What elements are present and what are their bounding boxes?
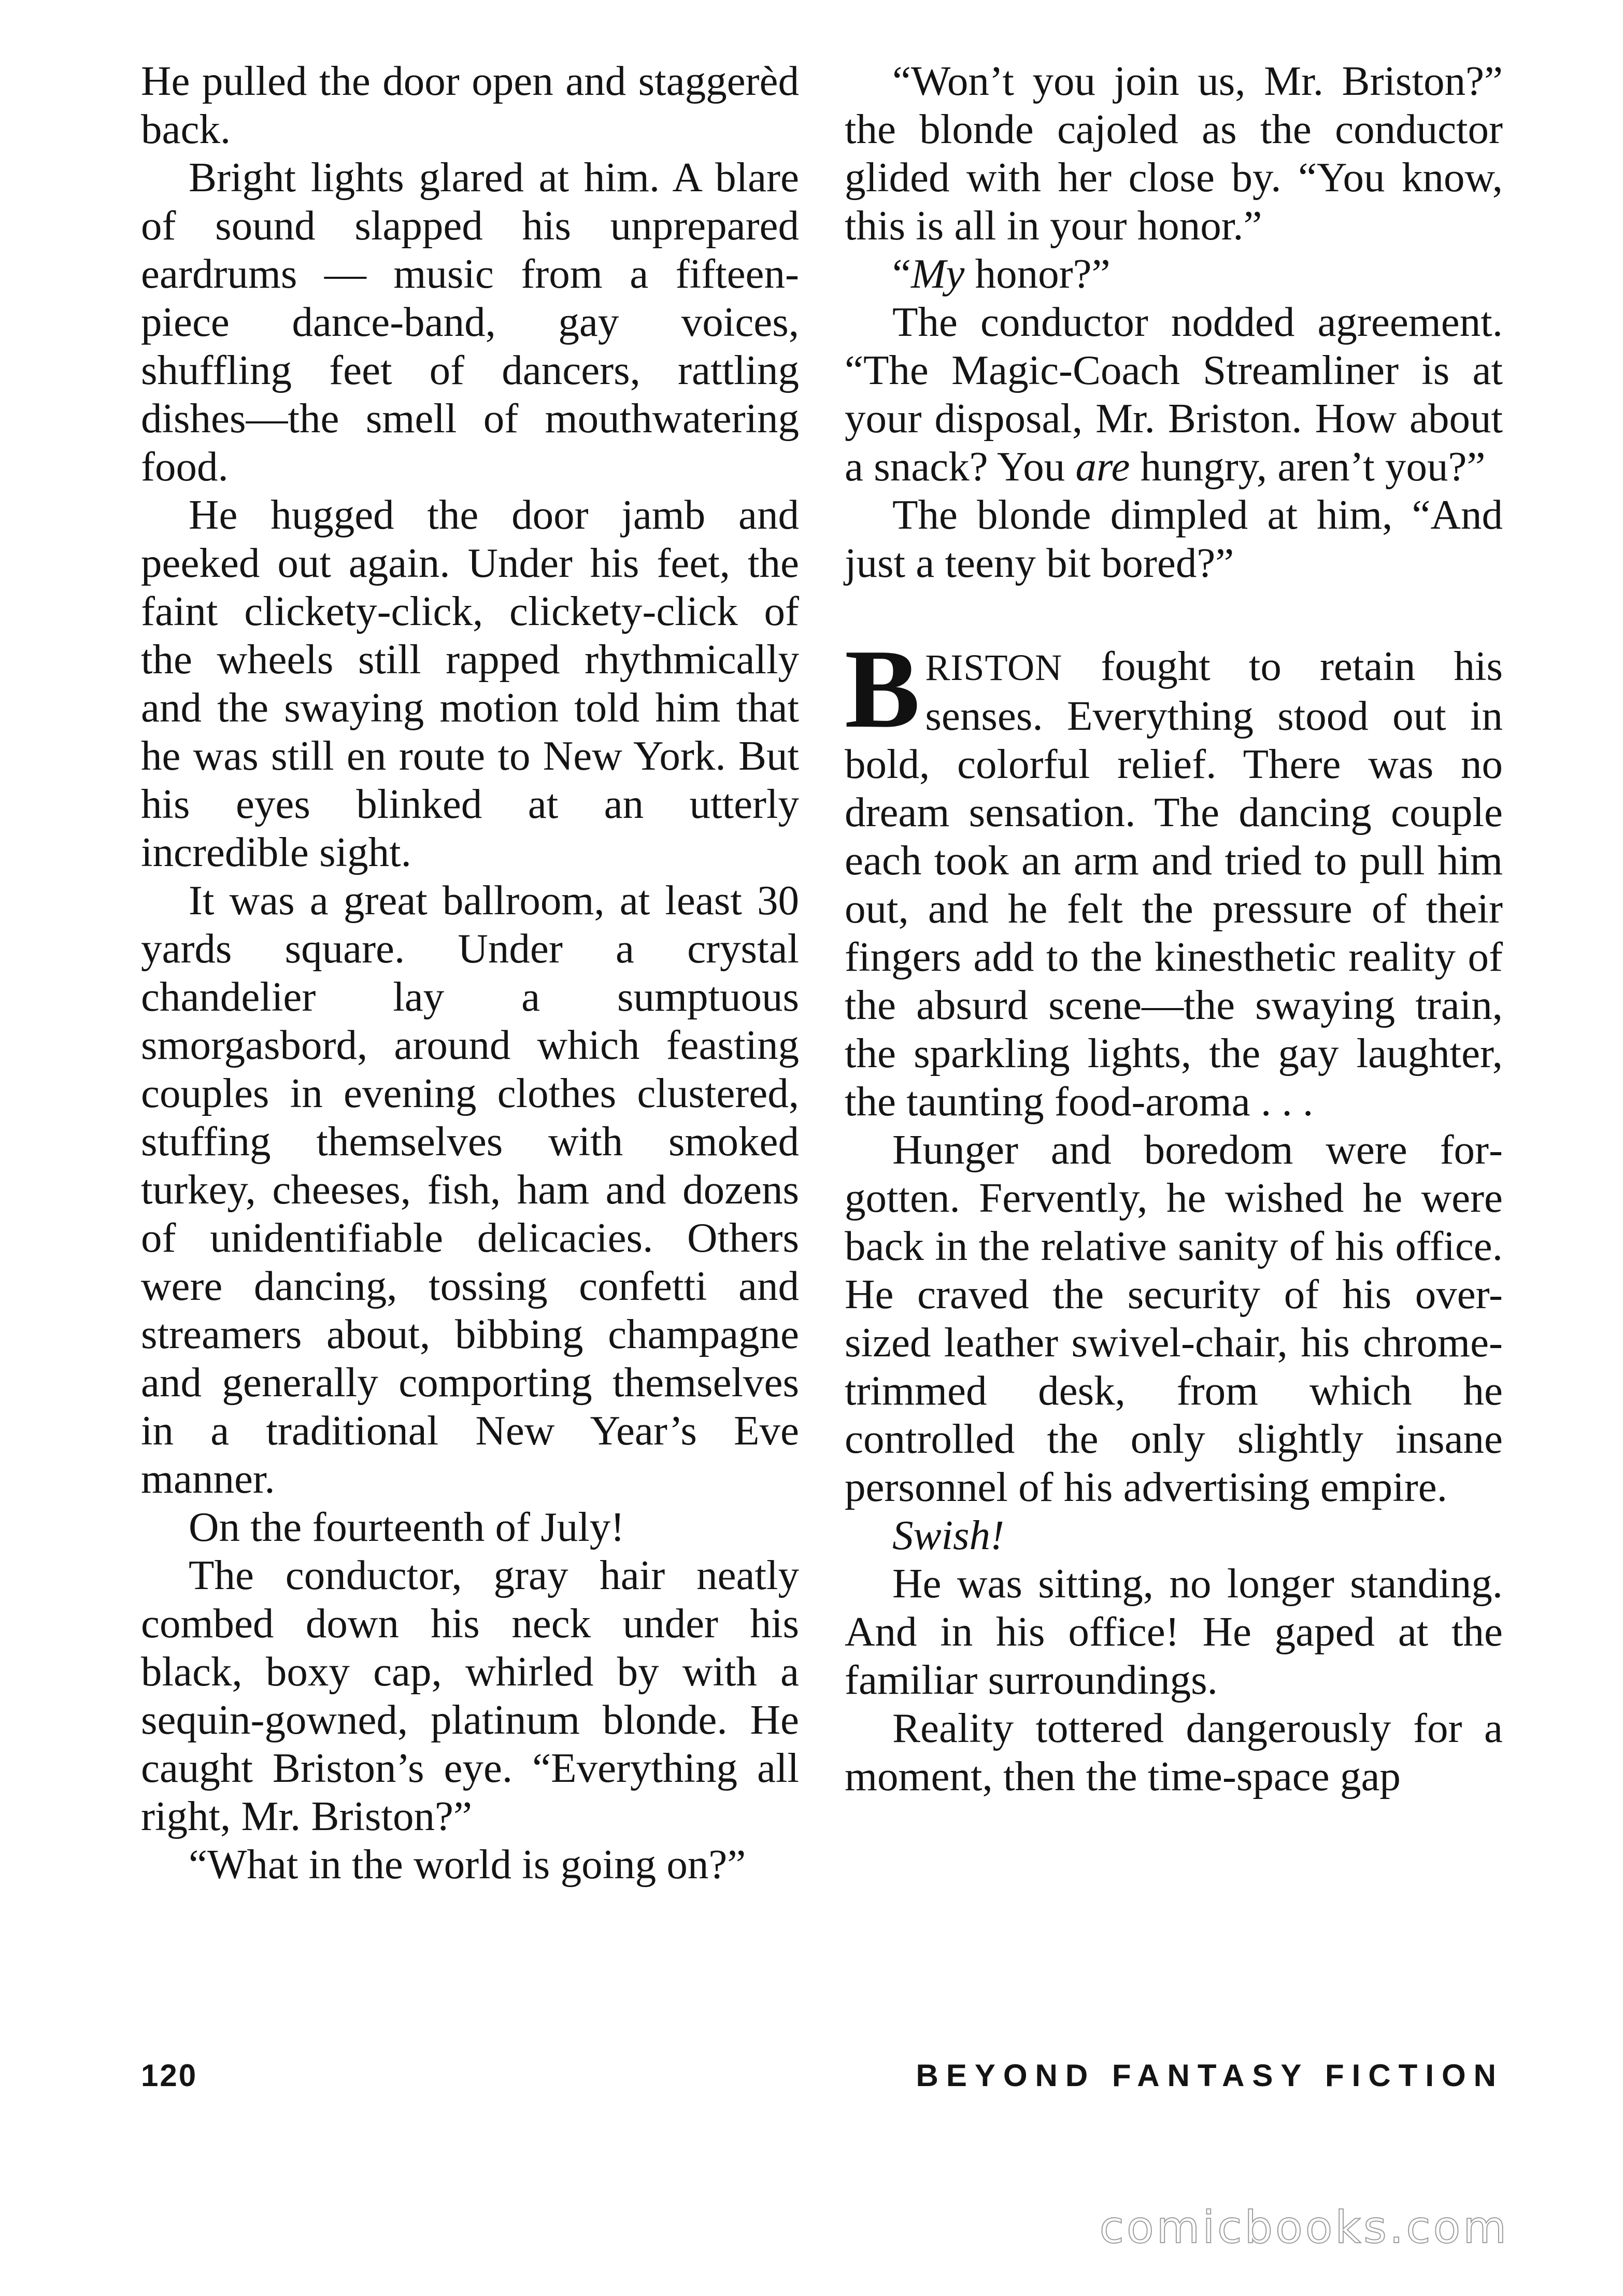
paragraph — [845, 1511, 1503, 1560]
small-caps-text: RISTON — [925, 647, 1063, 688]
paragraph: Bright lights glared at him. A blare of sound slapped his unprepared eardrums — music from a fifteen-piece dance-band, gay voices, shuffling feet of dancers, rattling dishes—the smell of mouthwatering food. — [141, 154, 799, 490]
paragraph: “Won’t you join us, Mr. Briston?” the blonde cajoled as the conductor glided with her close by. “You know, this is all in your honor.” — [845, 58, 1503, 249]
italic-text: My — [910, 250, 965, 297]
drop-cap: B — [845, 627, 920, 752]
paragraph-text: honor?” — [964, 250, 1111, 297]
page-number: 120 — [141, 2058, 198, 2093]
paragraph: He was sitting, no longer standing. And in his office! He gaped at the familiar surroundings. — [845, 1560, 1503, 1703]
paragraph — [845, 298, 1503, 491]
paragraph: Reality tottered dangerously for a moment, then the time-space gap — [845, 1705, 1503, 1799]
paragraph: It was a great ballroom, at least 30 yards square. Under a crystal chandelier lay a sumptuous smorgasbord, around which feasting couples in evening clothes clustered, stuffing themselves with smoked turkey, cheeses, fish, ham and dozens of unidentifiable delicacies. Others were dancing, tossing confetti and streamers about, bibbing champagne and generally comporting themselves in a traditional New Year’s Eve manner. — [141, 877, 799, 1502]
watermark: comicbooks.com — [1099, 2202, 1509, 2254]
paragraph: The conductor, gray hair neatly combed down his neck under his black, boxy cap, whirled by with a sequin-gowned, platinum blonde. He caught Briston’s eye. “Everything all right, Mr. Briston?” — [141, 1552, 799, 1839]
italic-text: Swish! — [892, 1512, 1005, 1558]
section-opening-paragraph — [845, 627, 1503, 1126]
paragraph: Hunger and boredom were forgotten. Fervently, he wished he were back in the relative sanity of his office. He craved the security of his over-sized leather swivel-chair, his chrome-trimmed desk, from which he controlled the only slightly insane personnel of his advertising empire. — [845, 1126, 1503, 1510]
paragraph: He hugged the door jamb and peeked out again. Under his feet, the faint clickety-click, clickety-click of the wheels still rapped rhythmically and the swaying motion told him that he was still en route to New York. But his eyes blinked at an utterly incredible sight. — [141, 491, 799, 875]
paragraph-text: hungry, aren’t you?” — [1130, 443, 1486, 490]
magazine-title: BEYOND FANTASY FICTION — [916, 2058, 1504, 2093]
paragraph: On the fourteenth of July! — [189, 1504, 625, 1550]
paragraph: The blonde dimpled at him, “And just a teeny bit bored?” — [845, 491, 1503, 586]
italic-text: are — [1075, 443, 1130, 490]
right-column — [845, 57, 1503, 1801]
paragraph-text: fought to retain his senses. Everything stood out in bold, colorful relief. There was no dream sensation. The dancing couple each took an arm and tried to pull him out, and he felt the pressure of their fingers add to the kinesthetic reality of the absurd scene—the swaying train, the sparkling lights, the gay laughter, the taunting food-aroma . . . — [845, 643, 1503, 1125]
paragraph-text: The conductor nodded agreement. “The Magic-Coach Streamliner is at your disposal, Mr. Briston. How about a snack? You — [845, 299, 1503, 490]
paragraph — [845, 250, 1503, 298]
paragraph: He pulled the door open and staggerèd back. — [141, 58, 799, 152]
page-footer — [141, 2058, 1504, 2099]
paragraph: “What in the world is going on?” — [189, 1841, 746, 1888]
quote-mark: “ — [892, 250, 911, 297]
left-column — [141, 57, 799, 1889]
